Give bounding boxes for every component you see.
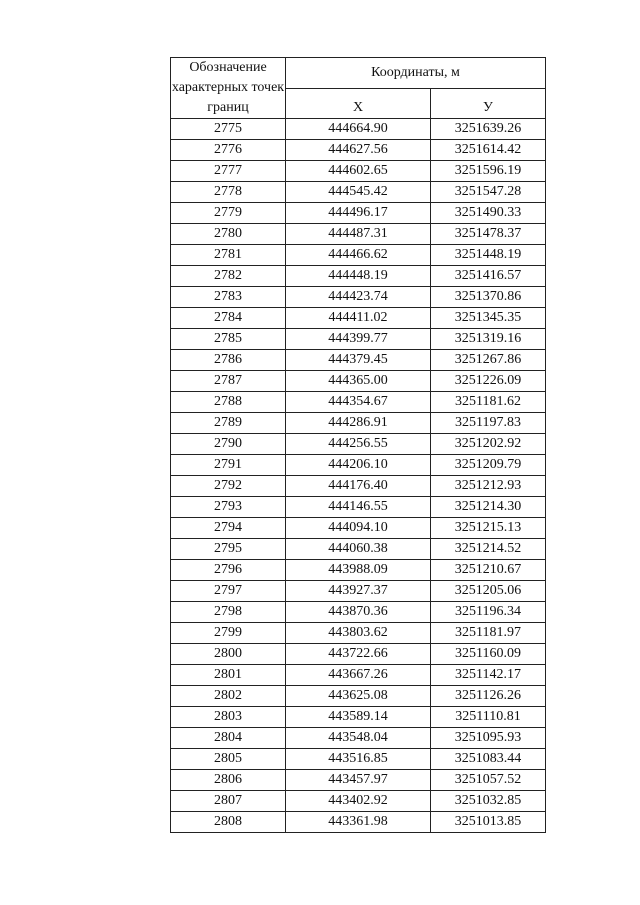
point-number-cell: 2804 xyxy=(171,728,286,749)
point-number-cell: 2798 xyxy=(171,602,286,623)
y-coordinate-cell: 3251057.52 xyxy=(431,770,546,791)
y-coordinate-cell: 3251095.93 xyxy=(431,728,546,749)
y-coordinate-cell: 3251181.62 xyxy=(431,392,546,413)
x-coordinate-cell: 444060.38 xyxy=(286,539,431,560)
point-number-cell: 2796 xyxy=(171,560,286,581)
point-number-cell: 2795 xyxy=(171,539,286,560)
x-coordinate-cell: 443988.09 xyxy=(286,560,431,581)
point-number-cell: 2808 xyxy=(171,812,286,833)
point-number-cell: 2778 xyxy=(171,182,286,203)
table-row xyxy=(171,560,546,581)
y-coordinate-cell: 3251160.09 xyxy=(431,644,546,665)
point-number-cell: 2805 xyxy=(171,749,286,770)
point-number-cell: 2786 xyxy=(171,350,286,371)
point-designation-header: Обозначение характерных точек границ xyxy=(171,58,286,119)
x-coordinate-cell: 443402.92 xyxy=(286,791,431,812)
table-row xyxy=(171,245,546,266)
y-coordinate-cell: 3251215.13 xyxy=(431,518,546,539)
table-row xyxy=(171,728,546,749)
table-row xyxy=(171,518,546,539)
table-header xyxy=(171,58,546,119)
x-coordinate-cell: 444545.42 xyxy=(286,182,431,203)
table-row xyxy=(171,371,546,392)
x-coordinate-cell: 444466.62 xyxy=(286,245,431,266)
table-row xyxy=(171,392,546,413)
x-column-header: X xyxy=(286,88,431,119)
y-coordinate-cell: 3251209.79 xyxy=(431,455,546,476)
coordinates-table xyxy=(170,57,546,833)
x-coordinate-cell: 444627.56 xyxy=(286,140,431,161)
table-row xyxy=(171,203,546,224)
point-number-cell: 2801 xyxy=(171,665,286,686)
x-coordinate-cell: 444423.74 xyxy=(286,287,431,308)
point-number-cell: 2788 xyxy=(171,392,286,413)
point-number-cell: 2784 xyxy=(171,308,286,329)
y-coordinate-cell: 3251267.86 xyxy=(431,350,546,371)
table-row xyxy=(171,665,546,686)
table-row xyxy=(171,476,546,497)
table-row xyxy=(171,434,546,455)
point-number-cell: 2782 xyxy=(171,266,286,287)
point-number-cell: 2803 xyxy=(171,707,286,728)
y-coordinate-cell: 3251226.09 xyxy=(431,371,546,392)
y-coordinate-cell: 3251214.52 xyxy=(431,539,546,560)
x-coordinate-cell: 443625.08 xyxy=(286,686,431,707)
y-coordinate-cell: 3251202.92 xyxy=(431,434,546,455)
y-coordinate-cell: 3251416.57 xyxy=(431,266,546,287)
table-row xyxy=(171,224,546,245)
y-coordinate-cell: 3251181.97 xyxy=(431,623,546,644)
x-coordinate-cell: 444399.77 xyxy=(286,329,431,350)
table-row xyxy=(171,602,546,623)
y-coordinate-cell: 3251614.42 xyxy=(431,140,546,161)
x-coordinate-cell: 444496.17 xyxy=(286,203,431,224)
y-coordinate-cell: 3251126.26 xyxy=(431,686,546,707)
table-row xyxy=(171,455,546,476)
x-coordinate-cell: 443870.36 xyxy=(286,602,431,623)
table-row xyxy=(171,266,546,287)
y-coordinate-cell: 3251196.34 xyxy=(431,602,546,623)
y-coordinate-cell: 3251478.37 xyxy=(431,224,546,245)
table-row xyxy=(171,812,546,833)
table-row xyxy=(171,182,546,203)
table-row xyxy=(171,686,546,707)
y-coordinate-cell: 3251639.26 xyxy=(431,119,546,140)
x-coordinate-cell: 444379.45 xyxy=(286,350,431,371)
x-coordinate-cell: 444094.10 xyxy=(286,518,431,539)
table-row xyxy=(171,329,546,350)
x-coordinate-cell: 443589.14 xyxy=(286,707,431,728)
x-coordinate-cell: 444448.19 xyxy=(286,266,431,287)
y-coordinate-cell: 3251214.30 xyxy=(431,497,546,518)
y-coordinate-cell: 3251210.67 xyxy=(431,560,546,581)
x-coordinate-cell: 444256.55 xyxy=(286,434,431,455)
y-coordinate-cell: 3251212.93 xyxy=(431,476,546,497)
x-coordinate-cell: 444354.67 xyxy=(286,392,431,413)
table-row xyxy=(171,707,546,728)
x-coordinate-cell: 444206.10 xyxy=(286,455,431,476)
point-number-cell: 2781 xyxy=(171,245,286,266)
x-coordinate-cell: 443516.85 xyxy=(286,749,431,770)
x-coordinate-cell: 443803.62 xyxy=(286,623,431,644)
table-row xyxy=(171,497,546,518)
table-row xyxy=(171,749,546,770)
point-number-cell: 2799 xyxy=(171,623,286,644)
y-coordinate-cell: 3251596.19 xyxy=(431,161,546,182)
point-number-cell: 2797 xyxy=(171,581,286,602)
y-coordinate-cell: 3251205.06 xyxy=(431,581,546,602)
point-number-cell: 2806 xyxy=(171,770,286,791)
table-row xyxy=(171,161,546,182)
point-number-cell: 2807 xyxy=(171,791,286,812)
point-number-cell: 2777 xyxy=(171,161,286,182)
table-row xyxy=(171,539,546,560)
y-column-header: У xyxy=(431,88,546,119)
y-coordinate-cell: 3251370.86 xyxy=(431,287,546,308)
point-number-cell: 2794 xyxy=(171,518,286,539)
point-number-cell: 2791 xyxy=(171,455,286,476)
y-coordinate-cell: 3251490.33 xyxy=(431,203,546,224)
x-coordinate-cell: 444365.00 xyxy=(286,371,431,392)
x-coordinate-cell: 443548.04 xyxy=(286,728,431,749)
x-coordinate-cell: 444146.55 xyxy=(286,497,431,518)
y-coordinate-cell: 3251110.81 xyxy=(431,707,546,728)
y-coordinate-cell: 3251032.85 xyxy=(431,791,546,812)
x-coordinate-cell: 443722.66 xyxy=(286,644,431,665)
y-coordinate-cell: 3251142.17 xyxy=(431,665,546,686)
y-coordinate-cell: 3251448.19 xyxy=(431,245,546,266)
table-row xyxy=(171,623,546,644)
table-row xyxy=(171,308,546,329)
point-number-cell: 2800 xyxy=(171,644,286,665)
point-number-cell: 2776 xyxy=(171,140,286,161)
point-number-cell: 2787 xyxy=(171,371,286,392)
table-body xyxy=(171,119,546,833)
y-coordinate-cell: 3251319.16 xyxy=(431,329,546,350)
x-coordinate-cell: 443667.26 xyxy=(286,665,431,686)
table-row xyxy=(171,791,546,812)
x-coordinate-cell: 444602.65 xyxy=(286,161,431,182)
x-coordinate-cell: 444664.90 xyxy=(286,119,431,140)
table-row xyxy=(171,140,546,161)
y-coordinate-cell: 3251197.83 xyxy=(431,413,546,434)
y-coordinate-cell: 3251013.85 xyxy=(431,812,546,833)
point-number-cell: 2779 xyxy=(171,203,286,224)
point-number-cell: 2780 xyxy=(171,224,286,245)
x-coordinate-cell: 443457.97 xyxy=(286,770,431,791)
y-coordinate-cell: 3251345.35 xyxy=(431,308,546,329)
coordinates-header: Координаты, м xyxy=(286,58,546,89)
x-coordinate-cell: 444286.91 xyxy=(286,413,431,434)
point-number-cell: 2789 xyxy=(171,413,286,434)
x-coordinate-cell: 443927.37 xyxy=(286,581,431,602)
y-coordinate-cell: 3251547.28 xyxy=(431,182,546,203)
point-number-cell: 2792 xyxy=(171,476,286,497)
x-coordinate-cell: 444487.31 xyxy=(286,224,431,245)
table-row xyxy=(171,581,546,602)
table-row xyxy=(171,350,546,371)
point-number-cell: 2802 xyxy=(171,686,286,707)
point-number-cell: 2785 xyxy=(171,329,286,350)
point-number-cell: 2775 xyxy=(171,119,286,140)
table-row xyxy=(171,644,546,665)
y-coordinate-cell: 3251083.44 xyxy=(431,749,546,770)
x-coordinate-cell: 444176.40 xyxy=(286,476,431,497)
x-coordinate-cell: 444411.02 xyxy=(286,308,431,329)
table-row xyxy=(171,770,546,791)
table-row xyxy=(171,287,546,308)
x-coordinate-cell: 443361.98 xyxy=(286,812,431,833)
point-number-cell: 2793 xyxy=(171,497,286,518)
table-row xyxy=(171,413,546,434)
table-row xyxy=(171,119,546,140)
point-number-cell: 2790 xyxy=(171,434,286,455)
point-number-cell: 2783 xyxy=(171,287,286,308)
